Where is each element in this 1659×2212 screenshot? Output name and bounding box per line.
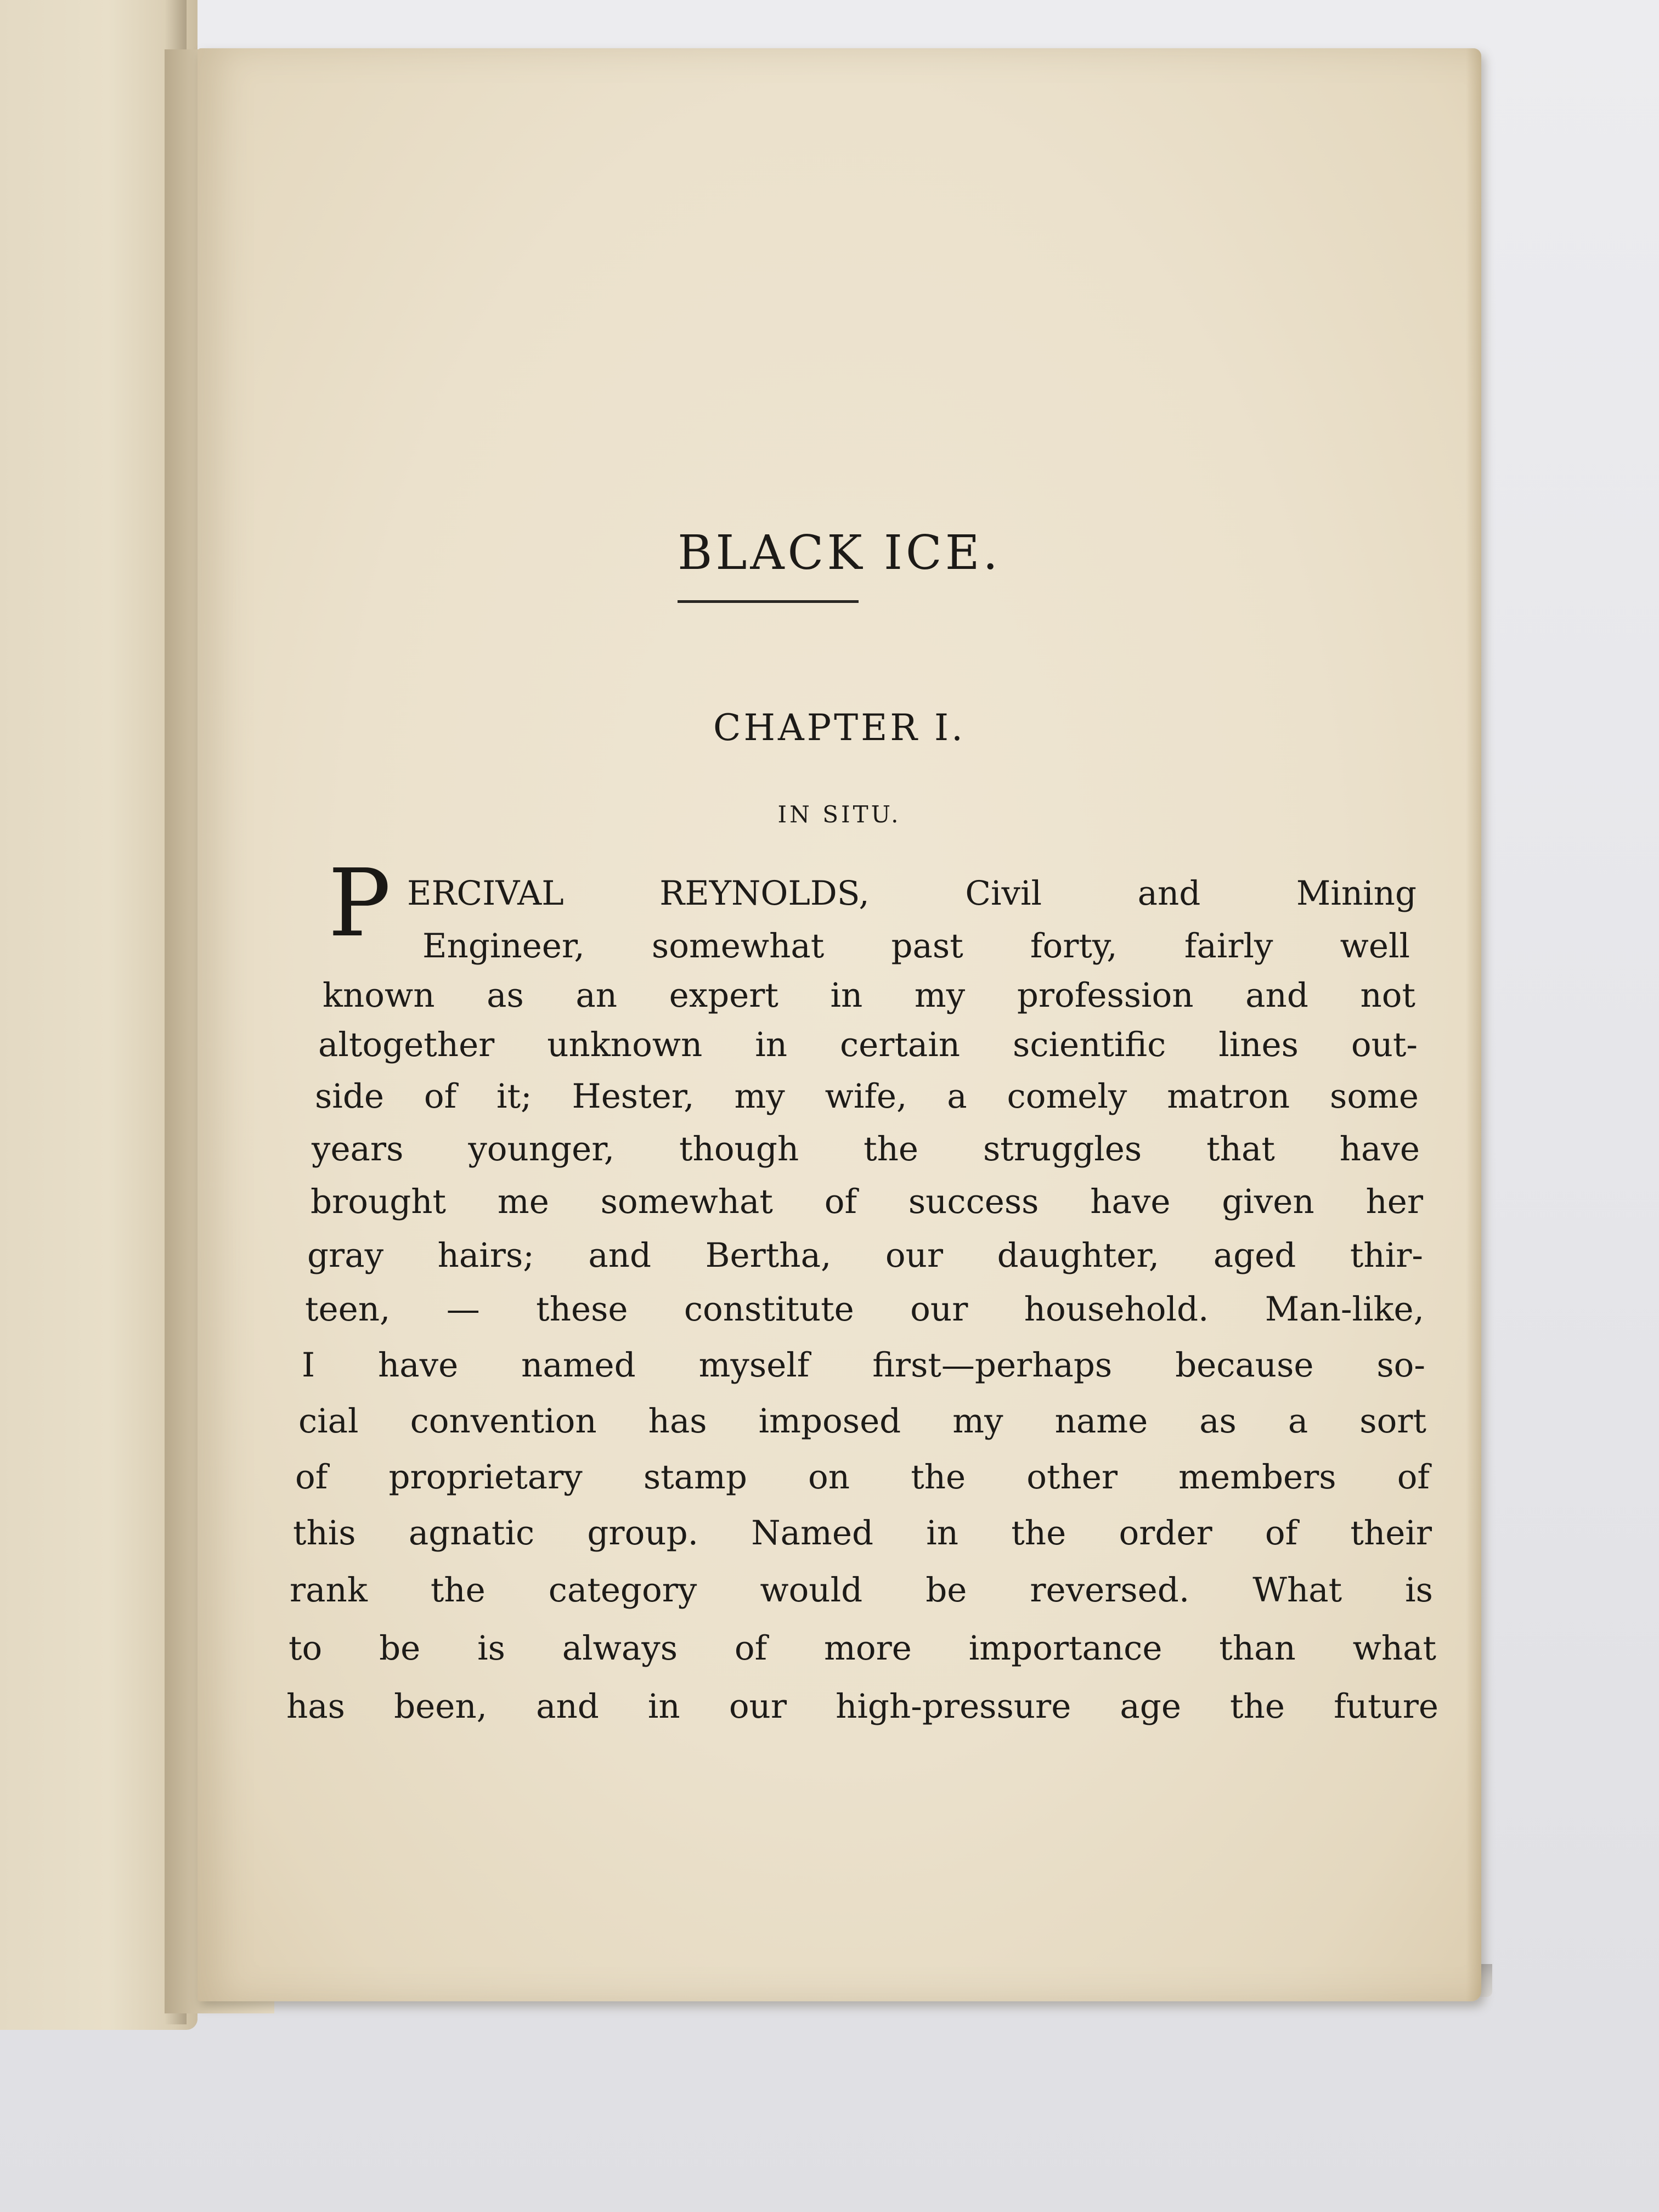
text-line-16: has been, and in our high-pressure age the future [286,1687,1438,1726]
page-edge [1466,48,1481,2001]
text-line-13: this agnatic group. Named in the order of their [293,1514,1432,1553]
text-line-6: years younger, though the struggles that have [312,1130,1420,1169]
chapter-heading: CHAPTER I. [713,707,966,749]
text-line-5: side of it; Hester, my wife, a comely matron some [315,1077,1419,1116]
text-line-15: to be is always of more importance than what [289,1629,1436,1668]
text-line-9: teen, — these constitute our household. Man-like, [305,1290,1424,1329]
text-line-3: known as an expert in my profession and not [323,976,1415,1015]
book-title: BLACK ICE. [678,526,1001,580]
text-line-10: I have named myself first—perhaps because so- [302,1346,1425,1385]
title-rule [678,600,859,603]
section-title: IN SITU. [777,801,901,828]
text-line-4: altogether unknown in certain scientific lines out- [318,1025,1418,1064]
text-line-7: brought me somewhat of success have given her [311,1182,1423,1221]
text-line-14: rank the category would be reversed. What is [290,1571,1433,1610]
text-line-2: Engineer, somewhat past forty, fairly well [422,927,1410,966]
text-line-11: cial convention has imposed my name as a sort [298,1402,1426,1441]
book-page [198,48,1481,2001]
text-line-12: of proprietary stamp on the other members of [295,1458,1430,1497]
drop-cap: P [328,849,391,958]
text-line-1: ERCIVAL REYNOLDS, Civil and Mining [407,874,1417,913]
text-line-8: gray hairs; and Bertha, our daughter, aged thir- [307,1236,1423,1275]
